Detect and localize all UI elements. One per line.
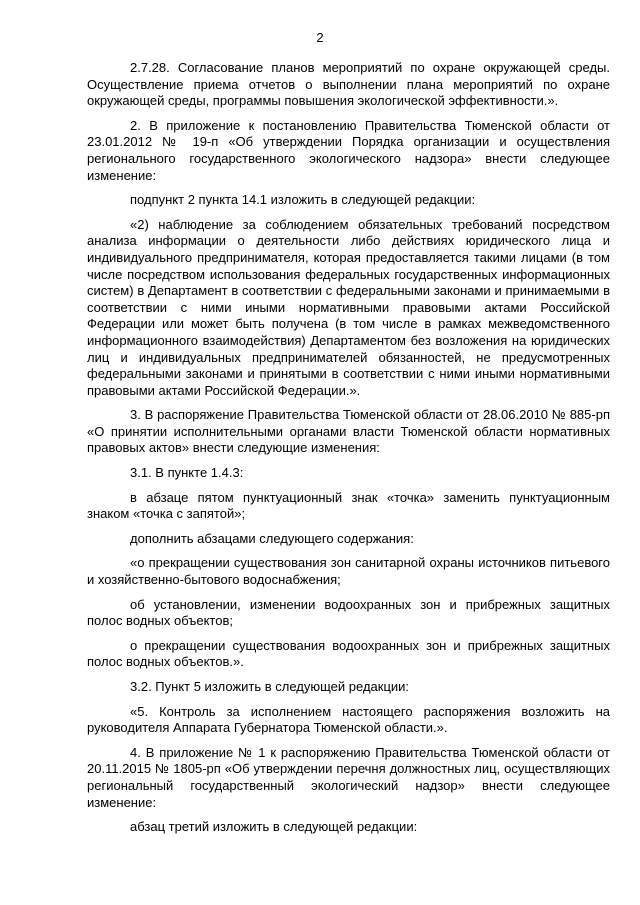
paragraph-item-3: 3. В распоряжение Правительства Тюменской области от 28.06.2010 № 885-рп «О принятии исполнительными органами власти Тюменской области нормативных правовых актов» внести следующие изменения: [87,407,610,456]
paragraph-abzats-third: абзац третий изложить в следующей редакции: [130,819,418,835]
document-body [87,60,610,844]
paragraph-sanitary-zones: «о прекращении существования зон санитарной охраны источников питьевого и хозяйственно-бытового водоснабжения; [87,555,610,588]
paragraph-punctuation-change: в абзаце пятом пунктуационный знак «точка» заменить пунктуационным знаком «точка с запятой»; [87,489,610,522]
paragraph-quote-observation: «2) наблюдение за соблюдением обязательных требований посредством анализа информации о деятельности либо действиях юридического лица и индивидуального предпринимателя, которая предоставляется такими лицами (в том числе посредством использования федеральных государственных информационных систем) в Департамент в соответствии с федеральными законами и принимаемыми в соответствии с ними иными нормативными правовыми актами Российской Федерации или может быть получена (в том числе в рамках межведомственного информационного взаимодействия) Департаментом без возложения на юридических лиц и индивидуальных предпринимателей обязанностей, не предусмотренных федеральными законами и принятыми в соответствии с ними иными нормативными правовыми актами Российской Федерации.». [87,216,610,398]
paragraph-2-7-28: 2.7.28. Согласование планов мероприятий по охране окружающей среды. Осуществление приема отчетов о выполнении плана мероприятий по охране окружающей среды, программы повышения экологической эффективности.». [87,60,610,109]
paragraph-water-zones-set: об установлении, изменении водоохранных зон и прибрежных защитных полос водных объектов; [87,596,610,629]
paragraph-item-3-1: 3.1. В пункте 1.4.3: [130,465,244,481]
paragraph-subitem-14-1: подпункт 2 пункта 14.1 изложить в следующей редакции: [130,192,476,208]
paragraph-item-3-2: 3.2. Пункт 5 изложить в следующей редакции: [130,679,410,694]
paragraph-water-zones-end: о прекращении существования водоохранных зон и прибрежных защитных полос водных объектов.». [87,637,610,670]
paragraph-control: «5. Контроль за исполнением настоящего распоряжения возложить на руководителя Аппарата Губернатора Тюменской области.». [87,703,610,736]
paragraph-add-abzats: дополнить абзацами следующего содержания: [130,530,414,546]
paragraph-item-4: 4. В приложение № 1 к распоряжению Правительства Тюменской области от 20.11.2015 № 1805-рп «Об утверждении перечня должностных лиц, осуществляющих региональный государственный экологический надзор» внести следующее изменение: [87,744,610,810]
paragraph-item-2: 2. В приложение к постановлению Правительства Тюменской области от 23.01.2012 № 19-п «Об утверждении Порядка организации и осуществления регионального государственного экологического надзора» внести следующее изменение: [87,117,610,183]
page-number: 2 [316,30,324,45]
